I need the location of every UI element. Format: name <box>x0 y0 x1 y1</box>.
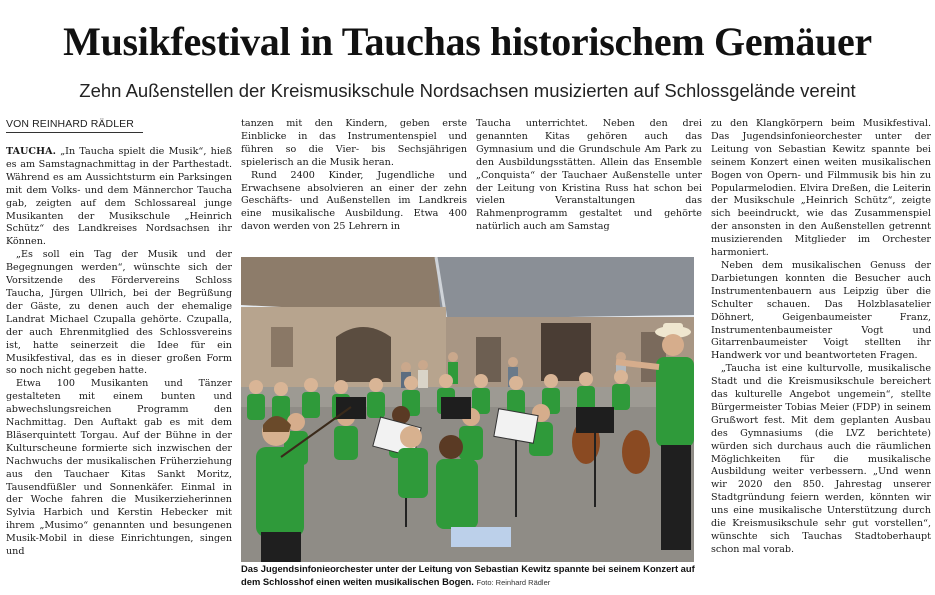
paragraph-text: „In Taucha spielt die Musik“, hieß es am Samstagnachmittag in der Parthestadt. Während es am Aussichtsturm ein Parksingen mit dem Volks- und dem Männerchor Taucha gab, zeigten auf dem Schlossareal junge Musikanten der Musikschule „Heinrich Schütz“ des Landkreises Nordsachsen ihr Können. <box>6 146 232 248</box>
orchestra-photo <box>241 257 694 562</box>
paragraph <box>6 146 232 249</box>
left-roof <box>241 257 441 315</box>
paragraph: Rund 2400 Kinder, Jugendliche und Erwachsene absolvieren an einer der zehn Geschäfts- und Außenstellen im Landkreis eine musikalische Ausbildung. Etwa 400 davon werden von 25 Lehrern in <box>241 169 467 233</box>
headline: Musikfestival in Tauchas historischem Gemäuer <box>63 19 872 64</box>
paragraph: „Es soll ein Tag der Musik und der Begegnungen werden“, wünschte sich der Vorsitzende des Fördervereins Schloss Taucha, Jürgen Ullrich, bei der Begrüßung der Gäste, zu denen auch der ehemalige Landrat Michael Czupalla gehörte. Czupalla, der auch Ehrenmitglied des Schlossvereins ist, hatte seinerzeit die Idee für ein Musikfestival, das es in dieser großen Form so noch nicht gegeben hatte. <box>6 249 232 377</box>
paragraph: Neben dem musikalischen Genuss der Darbietungen konnten die Besucher auch Instrumentenbauern aus Leipzig über die Schulter schauen. Das Holzblasatelier Döhnert, Geigenbaumeister Franz, Instrumentenbaumeister Vogt und Gitarrenbaumeister Voigt stellten ihr Handwerk vor und beantworteten Fragen. <box>711 259 931 362</box>
paragraph: Taucha unterrichtet. Neben den drei genannten Kitas gehören auch das Gymnasium und die Grundschule Am Park zu den Ausbildungsstätten. Allein das Ensemble „Conquista“ der Tauchaer Außenstelle unter der Leitung von Kristina Russ hat schon bei vielen Veranstaltungen das Rahmenprogramm gestaltet und gehörte natürlich auch am Samstag <box>476 118 702 233</box>
article-column-3 <box>476 118 702 243</box>
right-roof <box>436 257 694 319</box>
paragraph: Etwa 100 Musikanten und Tänzer gestalteten mit einem bunten und abwechslungsreichen Programm den Nachmittag. Den Auftakt gab es mit dem Bläserquintett Torgau. Auf der Bühne in der Kulturscheune formierte sich inzwischen der Nachwuchs der musikalischen Früherziehung aus den Tauchaer Kitas Sankt Moritz, Tausendfüßler und Sonnenkäfer. Einmal in der Woche fahren die Musikerzieherinnen Sylvia Harbich und Kerstin Hebecker mit ihrem „Musimo“ genannten und besungenen Musik-Mobil in diese Einrichtungen, singen und <box>6 378 232 558</box>
caption-text: Das Jugendsinfonieorchester unter der Leitung von Sebastian Kewitz spannte bei seinem Konzert auf dem Schlosshof einen weiten musikalischen Bogen. <box>241 563 695 587</box>
paragraph: „Taucha ist eine kulturvolle, musikalische Stadt und die Kreismusikschule bereichert das kulturelle Angebot ungemein“, stellte Bürgermeister Tobias Meier (FDP) in seinem Grußwort fest. Mit dem geplanten Ausbau des Gymnasiums (die LVZ berichtete) würden sich durchaus auch die räumlichen Möglichkeiten für die musikalische Ausbildung weiter verbessern. „Und wenn wir 2020 den 850. Jahrestag unserer Stadtgründung feiern werden, könnten wir uns eine musikalische Unterstützung durch die Kreismusikschule sehr gut vorstellen“, wünschte sich Tauchas Stadtoberhaupt schon mal vorab. <box>711 363 931 555</box>
paragraph: zu den Klangkörpern beim Musikfestival. Das Jugendsinfonieorchester unter der Leitung von Sebastian Kewitz spannte bei seinem Konzert einen weiten musikalischen Bogen von Opern- und Filmmusik bis hin zu Popularmelodien. Elvira Dreßen, die Leiterin der Musikschule „Heinrich Schütz“, zeigte sich beeindruckt, wie das Zusammenspiel der ansonsten in den Außenstellen getrennt musizierenden Mitglieder im Orchester harmoniert. <box>711 118 931 259</box>
byline: VON REINHARD RÄDLER <box>6 118 143 133</box>
wooden-door <box>541 323 591 381</box>
orchestra-photo-illustration <box>241 257 694 562</box>
dateline: TAUCHA. <box>6 146 56 157</box>
photo-credit: Foto: Reinhard Rädler <box>476 577 551 587</box>
subheadline: Zehn Außenstellen der Kreismusikschule Nordsachsen musizierten auf Schlossgelände vereint <box>79 80 856 101</box>
arched-gate <box>336 327 391 382</box>
article-column-2 <box>241 118 467 243</box>
article-column-1 <box>6 146 232 595</box>
photo-caption <box>241 563 701 589</box>
window <box>271 327 293 367</box>
article-column-4 <box>711 118 931 595</box>
paragraph: tanzen mit den Kindern, geben erste Einblicke in das Instrumentenspiel und führen so die Vier- bis Sechsjährigen spielerisch an die Musik heran. <box>241 118 467 168</box>
